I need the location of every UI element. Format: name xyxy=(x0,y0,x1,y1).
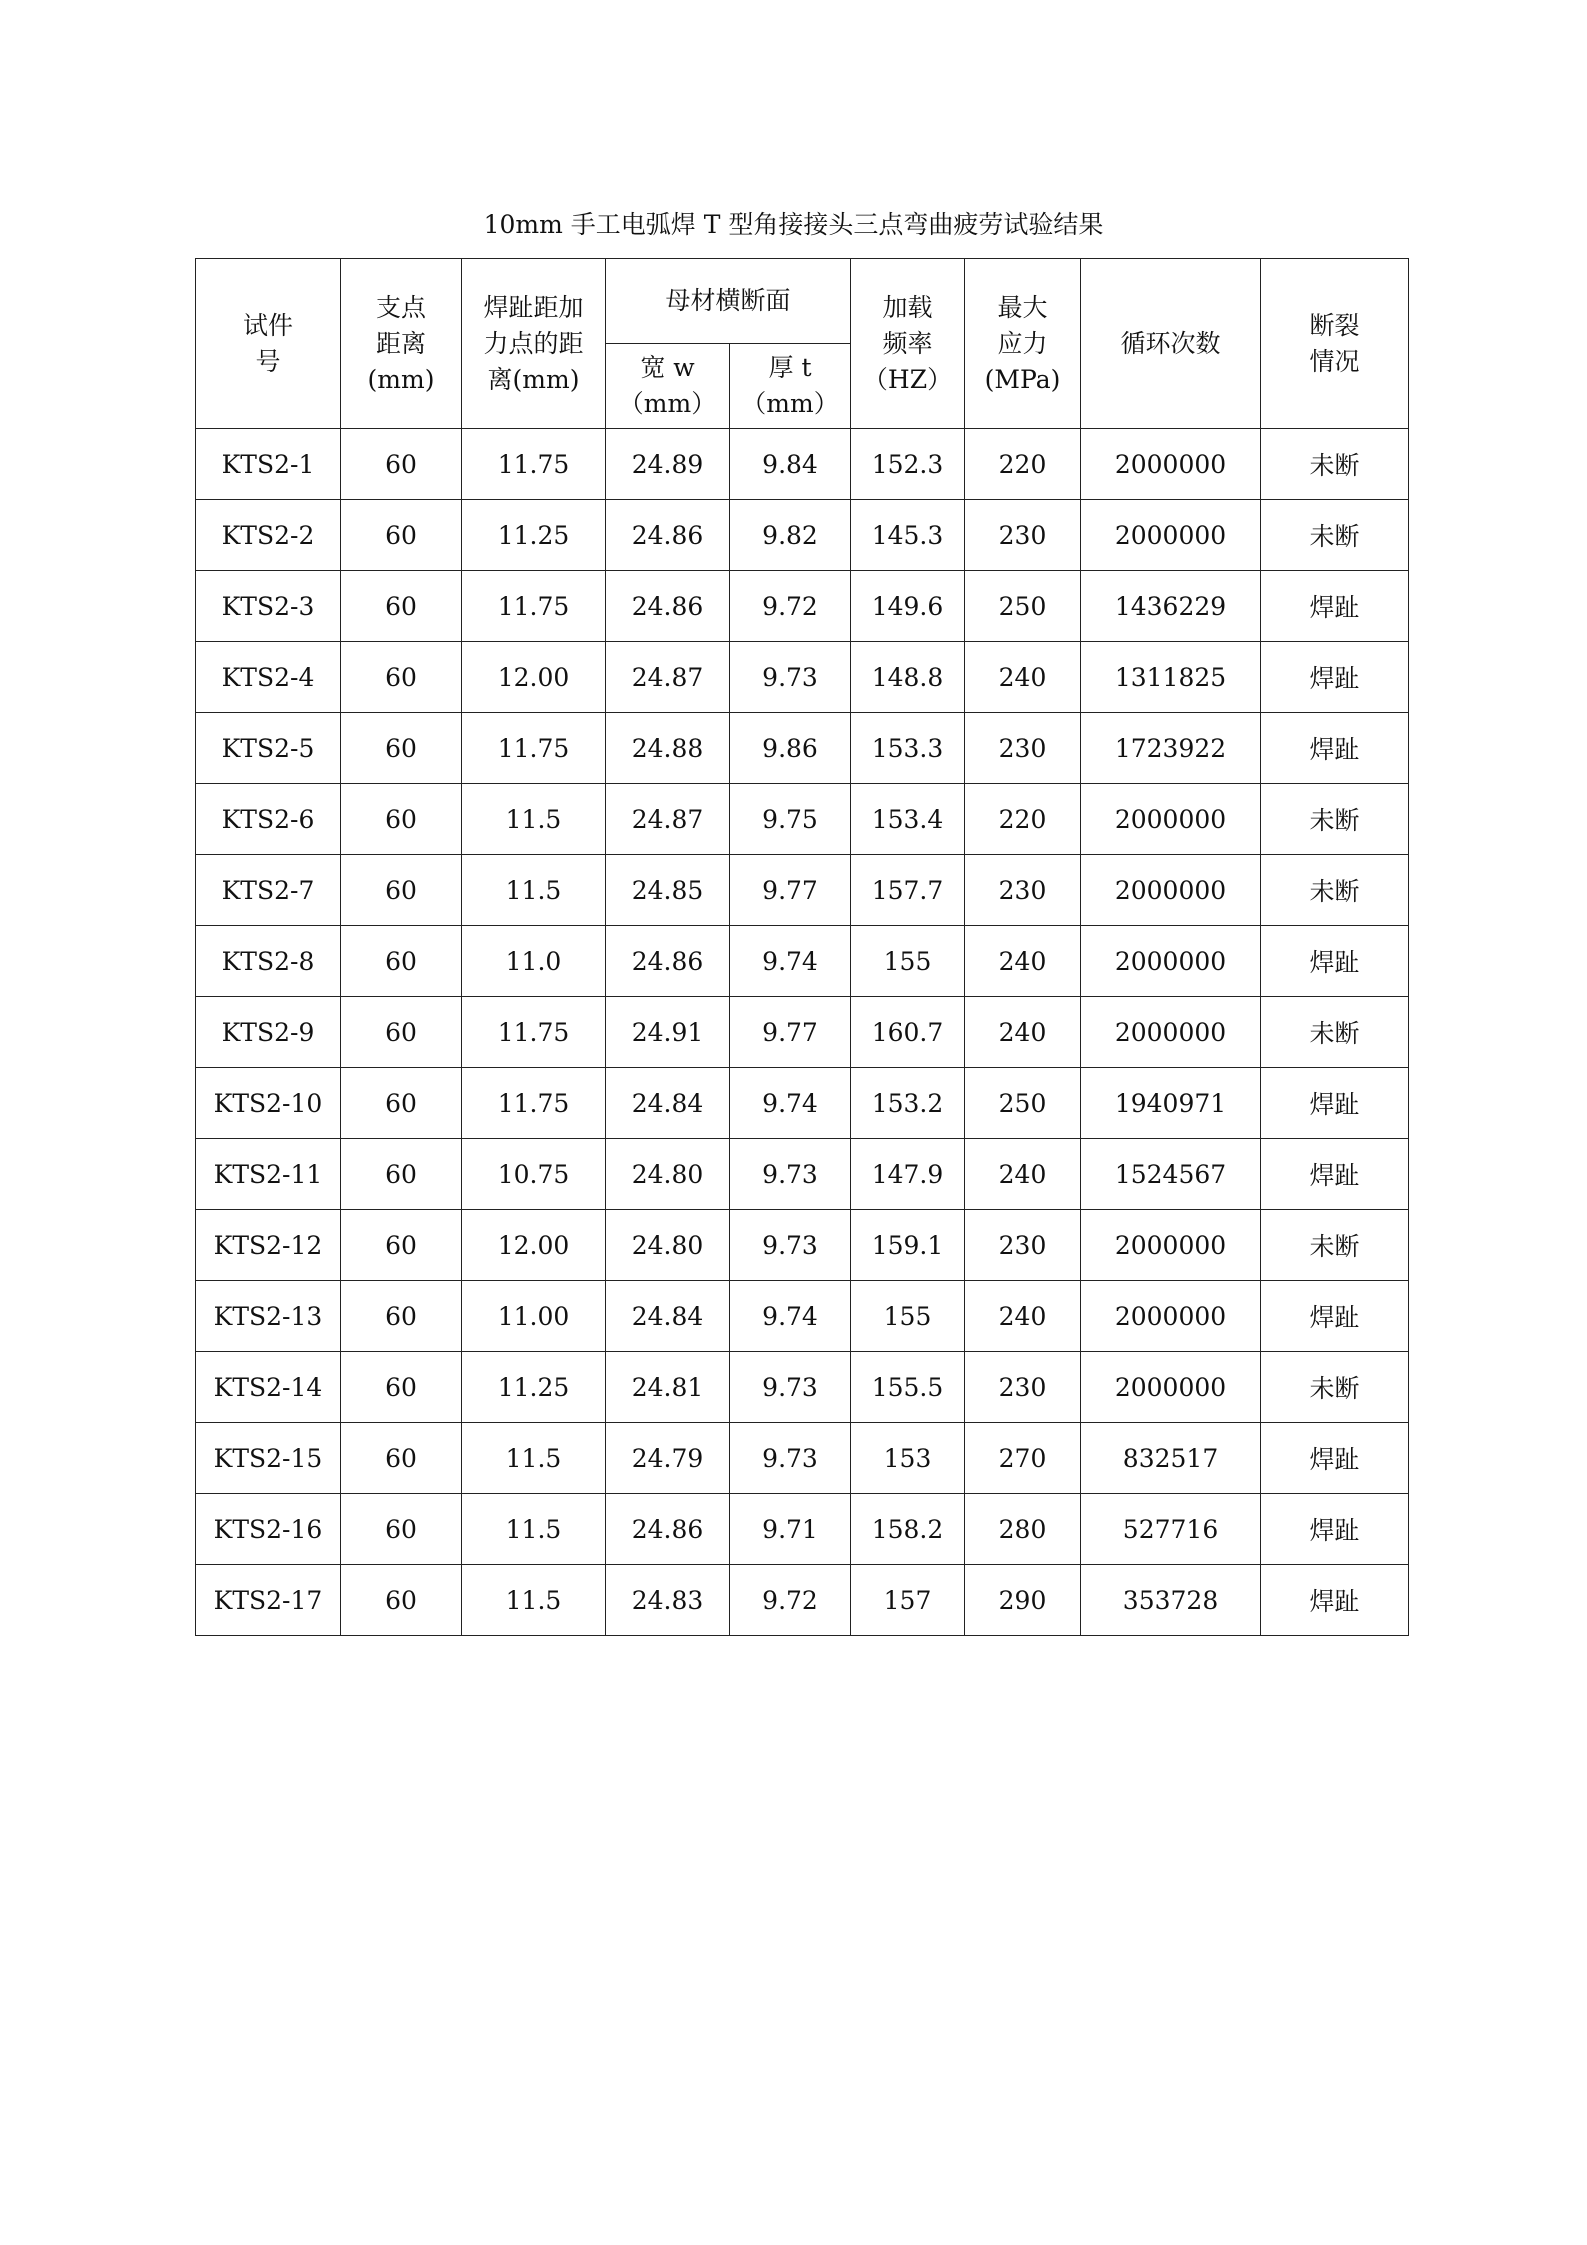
header-toe-to-load-distance: 焊趾距加 力点的距 离(mm) xyxy=(462,259,606,429)
support-distance-cell: 60 xyxy=(341,1352,462,1423)
thickness-cell: 9.74 xyxy=(730,1068,851,1139)
support-distance-cell: 60 xyxy=(341,571,462,642)
max-stress-cell: 250 xyxy=(965,571,1081,642)
max-stress-cell: 240 xyxy=(965,642,1081,713)
table-row xyxy=(196,1068,1409,1139)
width-cell: 24.86 xyxy=(606,500,730,571)
max-stress-cell: 220 xyxy=(965,429,1081,500)
specimen-no-cell: KTS2-17 xyxy=(196,1565,341,1636)
specimen-no-cell: KTS2-2 xyxy=(196,500,341,571)
fracture-cell: 焊趾 xyxy=(1261,571,1409,642)
table-row xyxy=(196,500,1409,571)
max-stress-cell: 230 xyxy=(965,855,1081,926)
cycles-cell: 1311825 xyxy=(1081,642,1261,713)
specimen-no-cell: KTS2-7 xyxy=(196,855,341,926)
thickness-cell: 9.75 xyxy=(730,784,851,855)
fracture-cell: 焊趾 xyxy=(1261,642,1409,713)
width-cell: 24.88 xyxy=(606,713,730,784)
frequency-cell: 159.1 xyxy=(851,1210,965,1281)
specimen-no-cell: KTS2-16 xyxy=(196,1494,341,1565)
width-cell: 24.79 xyxy=(606,1423,730,1494)
table-row xyxy=(196,1139,1409,1210)
max-stress-cell: 230 xyxy=(965,500,1081,571)
table-row xyxy=(196,1352,1409,1423)
specimen-no-cell: KTS2-12 xyxy=(196,1210,341,1281)
cycles-cell: 2000000 xyxy=(1081,926,1261,997)
fracture-cell: 焊趾 xyxy=(1261,926,1409,997)
table-row xyxy=(196,997,1409,1068)
max-stress-cell: 250 xyxy=(965,1068,1081,1139)
toe-distance-cell: 11.75 xyxy=(462,997,606,1068)
toe-distance-cell: 11.75 xyxy=(462,713,606,784)
frequency-cell: 155 xyxy=(851,926,965,997)
thickness-cell: 9.74 xyxy=(730,926,851,997)
frequency-cell: 157.7 xyxy=(851,855,965,926)
width-cell: 24.89 xyxy=(606,429,730,500)
cycles-cell: 527716 xyxy=(1081,1494,1261,1565)
max-stress-cell: 240 xyxy=(965,997,1081,1068)
frequency-cell: 147.9 xyxy=(851,1139,965,1210)
specimen-no-cell: KTS2-1 xyxy=(196,429,341,500)
frequency-cell: 157 xyxy=(851,1565,965,1636)
table-row xyxy=(196,1423,1409,1494)
thickness-cell: 9.72 xyxy=(730,571,851,642)
support-distance-cell: 60 xyxy=(341,997,462,1068)
thickness-cell: 9.71 xyxy=(730,1494,851,1565)
table-body xyxy=(196,429,1409,1636)
header-thickness: 厚 t （mm） xyxy=(730,344,851,429)
table-row xyxy=(196,1494,1409,1565)
max-stress-cell: 230 xyxy=(965,1210,1081,1281)
max-stress-cell: 220 xyxy=(965,784,1081,855)
fracture-cell: 焊趾 xyxy=(1261,1139,1409,1210)
support-distance-cell: 60 xyxy=(341,1068,462,1139)
header-specimen-no: 试件 号 xyxy=(196,259,341,429)
thickness-cell: 9.73 xyxy=(730,1210,851,1281)
table-row xyxy=(196,855,1409,926)
width-cell: 24.83 xyxy=(606,1565,730,1636)
support-distance-cell: 60 xyxy=(341,1139,462,1210)
cycles-cell: 2000000 xyxy=(1081,1281,1261,1352)
header-load-frequency: 加载 频率 （HZ） xyxy=(851,259,965,429)
max-stress-cell: 230 xyxy=(965,1352,1081,1423)
toe-distance-cell: 12.00 xyxy=(462,1210,606,1281)
specimen-no-cell: KTS2-11 xyxy=(196,1139,341,1210)
specimen-no-cell: KTS2-4 xyxy=(196,642,341,713)
header-row xyxy=(196,259,1409,344)
frequency-cell: 160.7 xyxy=(851,997,965,1068)
width-cell: 24.86 xyxy=(606,571,730,642)
max-stress-cell: 230 xyxy=(965,713,1081,784)
table-title: 10mm 手工电弧焊 T 型角接接头三点弯曲疲劳试验结果 xyxy=(483,210,1104,239)
fracture-cell: 未断 xyxy=(1261,784,1409,855)
thickness-cell: 9.77 xyxy=(730,997,851,1068)
specimen-no-cell: KTS2-10 xyxy=(196,1068,341,1139)
frequency-cell: 153.2 xyxy=(851,1068,965,1139)
max-stress-cell: 240 xyxy=(965,1281,1081,1352)
table-row xyxy=(196,713,1409,784)
specimen-no-cell: KTS2-6 xyxy=(196,784,341,855)
toe-distance-cell: 12.00 xyxy=(462,642,606,713)
support-distance-cell: 60 xyxy=(341,926,462,997)
support-distance-cell: 60 xyxy=(341,1281,462,1352)
max-stress-cell: 290 xyxy=(965,1565,1081,1636)
toe-distance-cell: 11.75 xyxy=(462,571,606,642)
toe-distance-cell: 11.5 xyxy=(462,1494,606,1565)
fracture-cell: 未断 xyxy=(1261,1352,1409,1423)
specimen-no-cell: KTS2-14 xyxy=(196,1352,341,1423)
table-row xyxy=(196,1565,1409,1636)
width-cell: 24.80 xyxy=(606,1139,730,1210)
specimen-no-cell: KTS2-3 xyxy=(196,571,341,642)
support-distance-cell: 60 xyxy=(341,784,462,855)
frequency-cell: 153.4 xyxy=(851,784,965,855)
frequency-cell: 148.8 xyxy=(851,642,965,713)
frequency-cell: 149.6 xyxy=(851,571,965,642)
toe-distance-cell: 11.0 xyxy=(462,926,606,997)
thickness-cell: 9.73 xyxy=(730,1352,851,1423)
toe-distance-cell: 11.5 xyxy=(462,1565,606,1636)
cycles-cell: 1723922 xyxy=(1081,713,1261,784)
width-cell: 24.81 xyxy=(606,1352,730,1423)
thickness-cell: 9.73 xyxy=(730,1423,851,1494)
cycles-cell: 353728 xyxy=(1081,1565,1261,1636)
support-distance-cell: 60 xyxy=(341,713,462,784)
width-cell: 24.84 xyxy=(606,1068,730,1139)
support-distance-cell: 60 xyxy=(341,1210,462,1281)
toe-distance-cell: 11.25 xyxy=(462,500,606,571)
support-distance-cell: 60 xyxy=(341,500,462,571)
header-fracture: 断裂 情况 xyxy=(1261,259,1409,429)
header-width: 宽 w （mm） xyxy=(606,344,730,429)
cycles-cell: 2000000 xyxy=(1081,500,1261,571)
frequency-cell: 155.5 xyxy=(851,1352,965,1423)
width-cell: 24.86 xyxy=(606,926,730,997)
fracture-cell: 未断 xyxy=(1261,429,1409,500)
specimen-no-cell: KTS2-13 xyxy=(196,1281,341,1352)
table-row xyxy=(196,926,1409,997)
specimen-no-cell: KTS2-15 xyxy=(196,1423,341,1494)
table-row xyxy=(196,1281,1409,1352)
fracture-cell: 未断 xyxy=(1261,1210,1409,1281)
cycles-cell: 2000000 xyxy=(1081,429,1261,500)
table-row xyxy=(196,1210,1409,1281)
cycles-cell: 1524567 xyxy=(1081,1139,1261,1210)
width-cell: 24.86 xyxy=(606,1494,730,1565)
thickness-cell: 9.73 xyxy=(730,642,851,713)
table-row xyxy=(196,784,1409,855)
header-support-distance: 支点 距离 (mm) xyxy=(341,259,462,429)
max-stress-cell: 280 xyxy=(965,1494,1081,1565)
specimen-no-cell: KTS2-8 xyxy=(196,926,341,997)
cycles-cell: 1940971 xyxy=(1081,1068,1261,1139)
header-cycles: 循环次数 xyxy=(1081,259,1261,429)
fracture-cell: 焊趾 xyxy=(1261,713,1409,784)
specimen-no-cell: KTS2-9 xyxy=(196,997,341,1068)
toe-distance-cell: 11.75 xyxy=(462,429,606,500)
support-distance-cell: 60 xyxy=(341,429,462,500)
fracture-cell: 未断 xyxy=(1261,500,1409,571)
toe-distance-cell: 10.75 xyxy=(462,1139,606,1210)
width-cell: 24.91 xyxy=(606,997,730,1068)
fracture-cell: 焊趾 xyxy=(1261,1423,1409,1494)
width-cell: 24.85 xyxy=(606,855,730,926)
fracture-cell: 焊趾 xyxy=(1261,1494,1409,1565)
frequency-cell: 152.3 xyxy=(851,429,965,500)
specimen-no-cell: KTS2-5 xyxy=(196,713,341,784)
toe-distance-cell: 11.25 xyxy=(462,1352,606,1423)
fracture-cell: 焊趾 xyxy=(1261,1068,1409,1139)
support-distance-cell: 60 xyxy=(341,1494,462,1565)
thickness-cell: 9.73 xyxy=(730,1139,851,1210)
support-distance-cell: 60 xyxy=(341,1423,462,1494)
cycles-cell: 1436229 xyxy=(1081,571,1261,642)
width-cell: 24.87 xyxy=(606,642,730,713)
support-distance-cell: 60 xyxy=(341,855,462,926)
thickness-cell: 9.74 xyxy=(730,1281,851,1352)
frequency-cell: 153 xyxy=(851,1423,965,1494)
support-distance-cell: 60 xyxy=(341,1565,462,1636)
width-cell: 24.84 xyxy=(606,1281,730,1352)
thickness-cell: 9.86 xyxy=(730,713,851,784)
cycles-cell: 832517 xyxy=(1081,1423,1261,1494)
cycles-cell: 2000000 xyxy=(1081,997,1261,1068)
cycles-cell: 2000000 xyxy=(1081,855,1261,926)
cycles-cell: 2000000 xyxy=(1081,1352,1261,1423)
frequency-cell: 158.2 xyxy=(851,1494,965,1565)
max-stress-cell: 270 xyxy=(965,1423,1081,1494)
frequency-cell: 145.3 xyxy=(851,500,965,571)
thickness-cell: 9.84 xyxy=(730,429,851,500)
toe-distance-cell: 11.5 xyxy=(462,855,606,926)
fracture-cell: 未断 xyxy=(1261,997,1409,1068)
table-row xyxy=(196,571,1409,642)
width-cell: 24.87 xyxy=(606,784,730,855)
cycles-cell: 2000000 xyxy=(1081,784,1261,855)
toe-distance-cell: 11.75 xyxy=(462,1068,606,1139)
support-distance-cell: 60 xyxy=(341,642,462,713)
frequency-cell: 153.3 xyxy=(851,713,965,784)
header-cross-section: 母材横断面 xyxy=(606,259,851,344)
toe-distance-cell: 11.5 xyxy=(462,1423,606,1494)
thickness-cell: 9.77 xyxy=(730,855,851,926)
thickness-cell: 9.82 xyxy=(730,500,851,571)
toe-distance-cell: 11.5 xyxy=(462,784,606,855)
width-cell: 24.80 xyxy=(606,1210,730,1281)
frequency-cell: 155 xyxy=(851,1281,965,1352)
toe-distance-cell: 11.00 xyxy=(462,1281,606,1352)
table-row xyxy=(196,642,1409,713)
max-stress-cell: 240 xyxy=(965,926,1081,997)
max-stress-cell: 240 xyxy=(965,1139,1081,1210)
fracture-cell: 未断 xyxy=(1261,855,1409,926)
table-row xyxy=(196,429,1409,500)
thickness-cell: 9.72 xyxy=(730,1565,851,1636)
fracture-cell: 焊趾 xyxy=(1261,1565,1409,1636)
fracture-cell: 焊趾 xyxy=(1261,1281,1409,1352)
header-max-stress: 最大 应力 (MPa) xyxy=(965,259,1081,429)
fatigue-results-table xyxy=(195,258,1409,1636)
cycles-cell: 2000000 xyxy=(1081,1210,1261,1281)
